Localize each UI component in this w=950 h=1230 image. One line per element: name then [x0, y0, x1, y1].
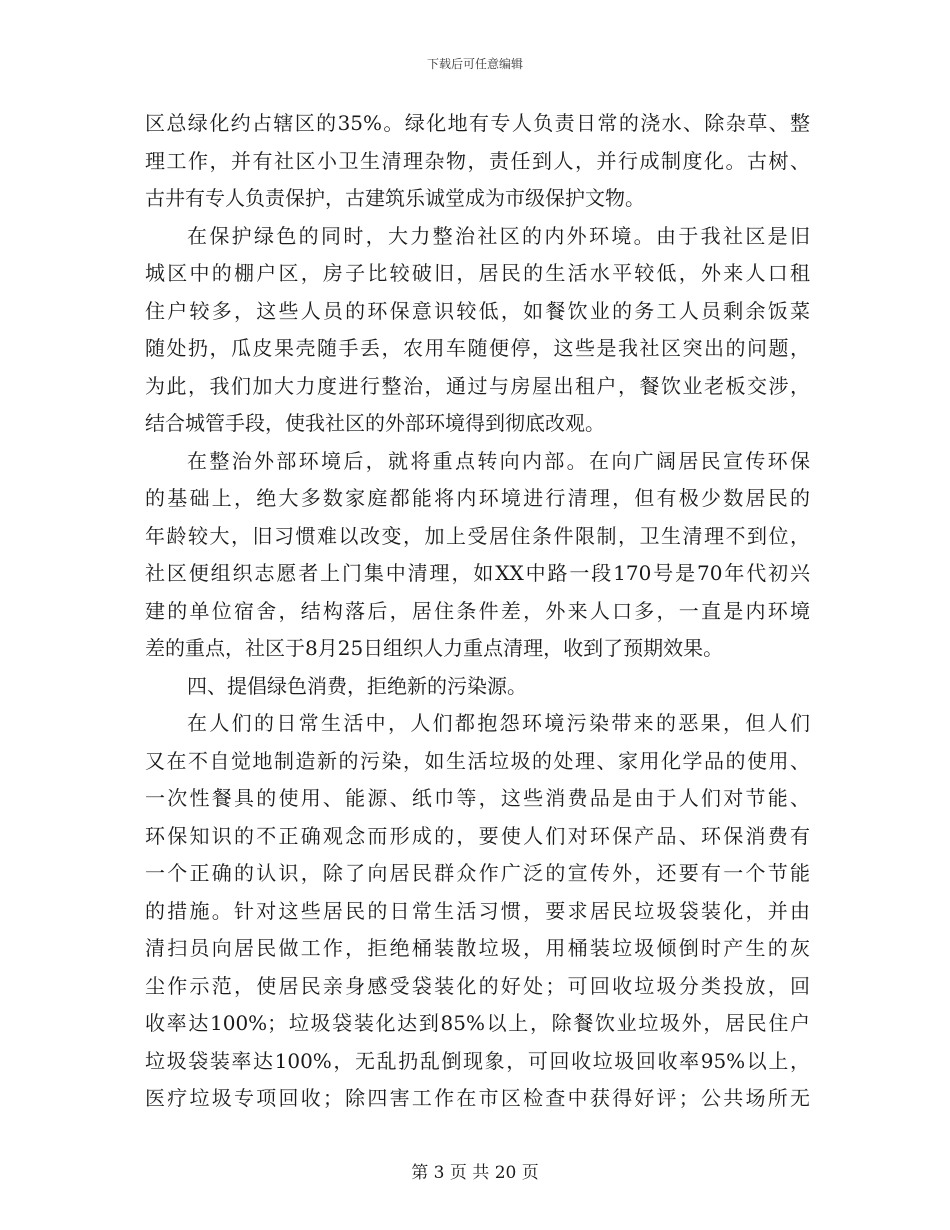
text-line: 社区便组织志愿者上门集中清理，如XX中路一段170号是70年代初兴	[145, 561, 810, 585]
text-line: 在整治外部环境后，就将重点转向内部。在向广阔居民宣传环保	[187, 448, 810, 473]
document-body	[145, 105, 810, 1118]
text-line: 区总绿化约占辖区的35%。绿化地有专人负责日常的浇水、除杂草、整	[145, 111, 810, 135]
text-line: 在保护绿色的同时，大力整治社区的内外环境。由于我社区是旧	[187, 223, 810, 248]
text-line: 随处扔，瓜皮果壳随手丢，农用车随便停，这些是我社区突出的问题，	[145, 336, 810, 360]
text-line: 结合城管手段，使我社区的外部环境得到彻底改观。	[145, 411, 605, 435]
text-line: 的基础上，绝大多数家庭都能将内环境进行清理，但有极少数居民的	[145, 486, 810, 510]
text-line: 年龄较大，旧习惯难以改变，加上受居住条件限制，卫生清理不到位，	[145, 523, 810, 548]
page-header: 下载后可任意编辑	[426, 57, 523, 71]
text-line: 清扫员向居民做工作，拒绝桶装散垃圾，用桶装垃圾倾倒时产生的灰	[145, 936, 810, 960]
text-line: 差的重点，社区于8月25日组织人力重点清理，收到了预期效果。	[145, 636, 724, 660]
text-line: 理工作，并有社区小卫生清理杂物，责任到人，并行成制度化。古树、	[145, 148, 810, 173]
text-line: 又在不自觉地制造新的污染，如生活垃圾的处理、家用化学品的使用、	[145, 748, 810, 773]
text-line: 的措施。针对这些居民的日常生活习惯，要求居民垃圾袋装化，并由	[145, 898, 810, 923]
page-footer: 第 3 页 共 20 页	[411, 1163, 539, 1183]
text-line: 住户较多，这些人员的环保意识较低，如餐饮业的务工人员剩余饭菜	[145, 298, 810, 323]
text-line: 城区中的棚户区，房子比较破旧，居民的生活水平较低，外来人口租	[145, 261, 810, 285]
text-line: 建的单位宿舍，结构落后，居住条件差，外来人口多，一直是内环境	[145, 598, 810, 623]
text-line: 垃圾袋装率达100%，无乱扔乱倒现象，可回收垃圾回收率95%以上，	[145, 1048, 810, 1073]
text-line: 收率达100%；垃圾袋装化达到85%以上，除餐饮业垃圾外，居民住户	[145, 1011, 810, 1035]
text-line: 为此，我们加大力度进行整治，通过与房屋出租户，餐饮业老板交涉，	[145, 373, 810, 398]
text-line: 一次性餐具的使用、能源、纸巾等，这些消费品是由于人们对节能、	[145, 786, 810, 810]
text-line: 环保知识的不正确观念而形成的，要使人们对环保产品、环保消费有	[145, 823, 810, 848]
text-line: 古井有专人负责保护，古建筑乐诚堂成为市级保护文物。	[145, 186, 645, 210]
text-line: 四、提倡绿色消费，拒绝新的污染源。	[187, 673, 527, 698]
text-line: 一个正确的认识，除了向居民群众作广泛的宣传外，还要有一个节能	[145, 861, 810, 885]
text-line: 医疗垃圾专项回收；除四害工作在市区检查中获得好评；公共场所无	[145, 1086, 810, 1110]
text-line: 在人们的日常生活中，人们都抱怨环境污染带来的恶果，但人们	[187, 711, 810, 735]
text-line: 尘作示范，使居民亲身感受袋装化的好处；可回收垃圾分类投放，回	[145, 973, 810, 998]
